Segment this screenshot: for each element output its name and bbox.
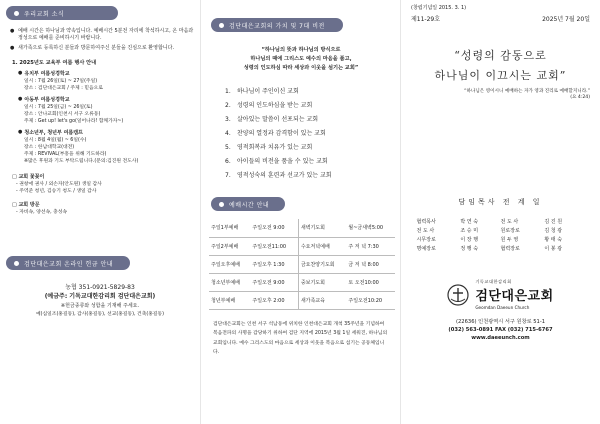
schedule-header [211, 197, 285, 211]
event-youth: ● 청소년부, 청년부 여름캠프 일시 : 8월 4일(월) ~ 6일(수) 장소 : 한남대학교(대전) 주제 : REVIVAL(부흥을 위해 기도하라) ※많은 후원과 기도 부탁드립니다.(문의:김진원 전도사) [18, 129, 139, 164]
flowers-heading: □ 교회 꽃꽂이 [12, 174, 45, 180]
church-address: (22636) 인천광역시 서구 원창로 51-1 [455, 319, 546, 325]
table-row: 주일오후예배 주일오후 1:30 금요찬양기도회 금 저 녁 8:00 [209, 255, 395, 273]
vision-header [211, 18, 343, 32]
table-row: 협력목사 박 연 숙 전 도 사 김 진 원 [416, 219, 563, 225]
table-row: 주일2부예배 주일오전11:00 수요저녁예배 주 저 녁 7:30 [209, 237, 395, 255]
church-logo [411, 279, 590, 310]
vision-title: 검단대은교회의 가치 및 7대 비전 [229, 22, 325, 30]
offering-header [6, 256, 130, 270]
staff-table [417, 217, 585, 253]
church-phone: (032) 563-0891 FAX (032) 715-6767 [448, 327, 553, 333]
news-header [6, 6, 118, 20]
vision-item: 1. 하나님이 주인이신 교회 [225, 88, 299, 95]
account-holder: (예금주: 기독교대한감리회 검단대은교회) [44, 293, 156, 300]
church-intro: 검단대은교회는 인천 서구 석남동에 위치한 인천대은교회 개척 35주년을 기념하여 복음전파의 사명을 감당하기 위하여 검단 지역에 2015년 3월 1일 세워진, 하나님의 교회입니다. 예수 그리스도의 마음으로 세상과 이웃을 복음으로 섬기는 공동체입니다. [213, 321, 388, 355]
news-bullet: ● 예배 시간은 하나님과 약속입니다. 예배시간 5분전 자리에 착석하시고, 온 마음과 정성으로 예배를 준비하시기 바랍니다. [10, 28, 194, 41]
offering-note: ※헌금종류와 성함을 기재해 주세요. [60, 303, 140, 309]
founded-date: (창립기념일 2015. 3. 1) [411, 5, 467, 11]
vision-list [225, 85, 395, 183]
table-row: 청년부예배 주일오후 2:00 새가족교육 주일오전10:20 [209, 291, 395, 309]
church-contact [411, 318, 590, 342]
church-emblem-icon [447, 284, 469, 306]
banner-slogan: “성령의 감동으로 하나님이 이끄시는 교회” [434, 49, 567, 82]
bullet-dot-icon [219, 23, 224, 28]
offering-info [6, 282, 194, 317]
account-number: 농협 351-0921-5829-83 [65, 284, 135, 291]
church-name: 검단대은교회 [475, 289, 554, 304]
table-row: 청소년부예배 주일오전 9:00 중보기도회 토 오전10:00 [209, 273, 395, 291]
bullet-dot-icon [219, 202, 224, 207]
news-title: 우리교회 소식 [24, 10, 65, 18]
table-row: 명예장로 정 행 숙 협력장로 이 봉 광 [416, 246, 563, 252]
bible-verse: “하나님은 영이시니 예배하는 자가 영과 진리로 예배할지니라.” (요 4:24) [464, 89, 590, 100]
event-children: ● 아동부 여름성경학교 일시 : 7월 25일(금) ~ 26일(토) 장소 : 안나교회(인천시 서구 오류동) 주제 : Get up! let's go(일어나라! 함께가자~) [18, 96, 124, 124]
offering-title: 검단대은교회 온라인 헌금 안내 [24, 260, 114, 268]
bullet-dot-icon [14, 11, 19, 16]
bullet-dot-icon [14, 261, 19, 266]
schedule-title: 예배시간 안내 [229, 201, 270, 209]
column-vision [201, 0, 401, 424]
event-kindergarten: ● 유치부 여름성경학교 일시 : 7월 26일(토) ~ 27일(주일) 장소 : 검단대은교회 / 주제 : 믿음으로 [18, 70, 103, 91]
bulletin-date: 2025년 7월 20일 [542, 16, 590, 23]
column-bulletin [401, 0, 600, 424]
offering-examples: 예)십일조(홍길동), 감사(홍길동), 선교(홍길동), 건축(홍길동) [36, 312, 164, 317]
church-name-en: Geomdan Daeeun Church [475, 305, 530, 310]
schedule-table [209, 219, 395, 310]
vision-item: 2. 성령의 인도하심을 받는 교회 [225, 102, 313, 109]
denomination: 기독교대한감리회 [475, 279, 512, 284]
vision-item: 3. 살아있는 말씀이 선포되는 교회 [225, 116, 319, 123]
vision-item: 5. 영적회복과 치유가 있는 교회 [225, 144, 313, 151]
events-heading: 1. 2025년도 교육부 여름 행사 안내 [12, 60, 97, 66]
visit-line: - 자비속, 양선속, 충성속 [16, 210, 68, 215]
issue-number: 제11-29호 [411, 16, 441, 23]
vision-item: 7. 영적성숙의 훈련과 선교가 있는 교회 [225, 172, 332, 179]
senior-pastor: 담임목사 전 계 일 [458, 198, 543, 206]
table-row: 전 도 사 조 승 미 원로장로 김 청 광 [416, 228, 563, 234]
flowers-line: - 주역준 청년, 김승기 청도 / 생일 감사 [16, 189, 97, 194]
vision-item: 6. 아이들의 비전을 품을 수 있는 교회 [225, 158, 328, 165]
column-news [0, 0, 200, 424]
flowers-line: - 권창애 권사 / 외손자(안도원) 생일 감사 [16, 182, 102, 187]
table-row: 시무장로 이 장 행 원 두 영 황 태 숙 [416, 237, 563, 243]
news-bullet: ● 새가족으로 등록하신 분들과 방문하여주신 분들을 진심으로 환영합니다. [10, 45, 175, 51]
vision-item: 4. 찬양의 열정과 감격함이 있는 교회 [225, 130, 326, 137]
visit-heading: □ 교회 방문 [12, 202, 40, 208]
table-row: 주일1부예배 주일오전 9:00 새벽기도회 월~금새벽5:00 [209, 219, 395, 237]
church-website[interactable]: www.daeeunch.com [471, 335, 530, 341]
vision-statement: “하나님의 뜻과 하나님의 방식으로 하나님의 때에 그리스도 예수의 마음을 품고, 성령의 인도하심 따라 세상과 이웃을 섬기는 교회” [243, 47, 359, 71]
